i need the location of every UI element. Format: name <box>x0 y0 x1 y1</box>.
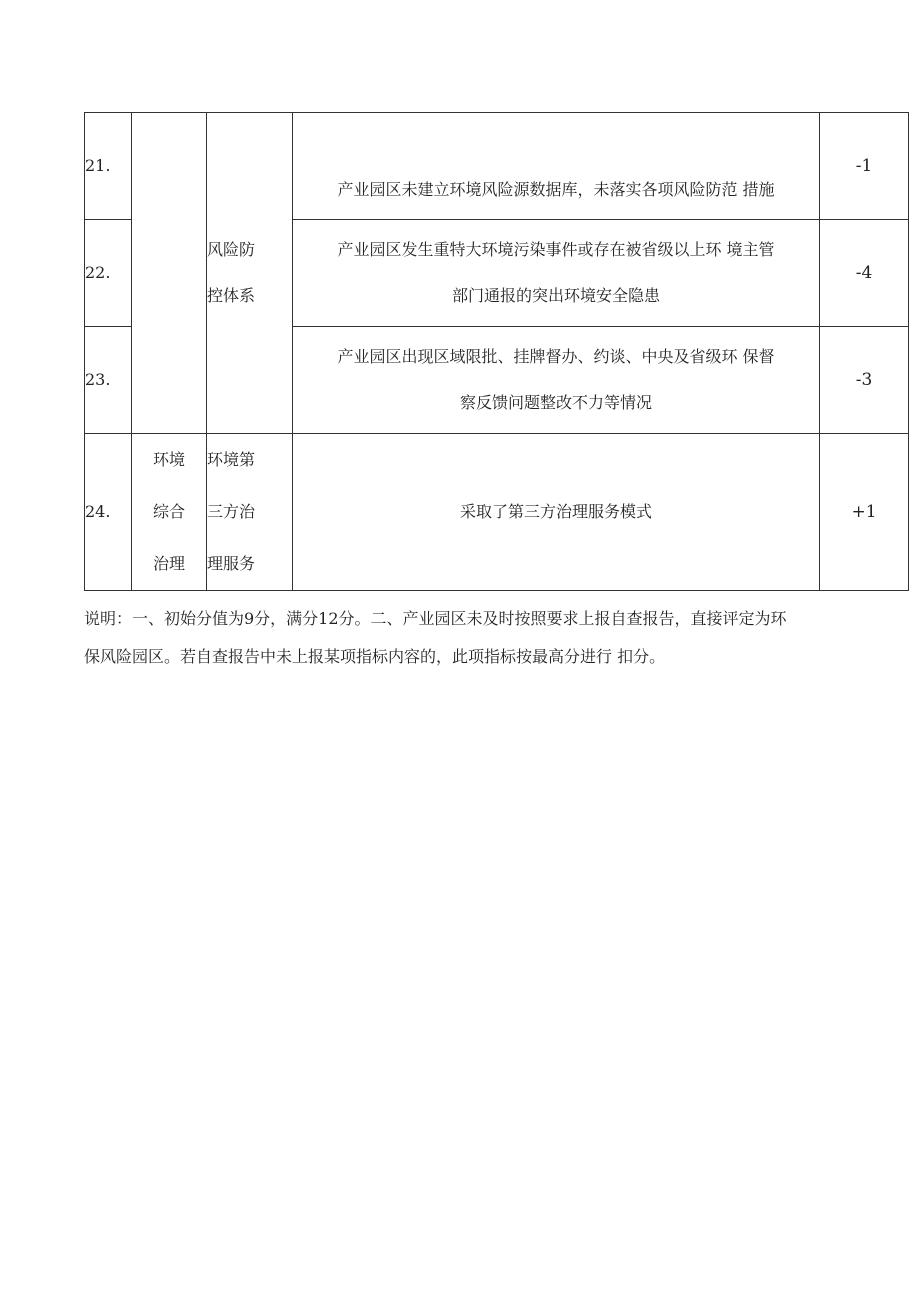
description-cell <box>293 434 820 591</box>
row-number: 23. <box>85 327 132 434</box>
description-cell <box>293 327 820 434</box>
description-line: 察反馈问题整改不力等情况 <box>459 393 652 412</box>
category-line: 综合 <box>152 502 185 521</box>
description-line: 采取了第三方治理服务模式 <box>459 502 652 521</box>
scoring-table <box>84 112 909 591</box>
table-row <box>85 113 909 220</box>
row-number: 21. <box>85 113 132 220</box>
score-cell: -1 <box>820 113 909 220</box>
score-cell: -3 <box>820 327 909 434</box>
subcategory-line: 环境第 <box>207 450 256 469</box>
subcategory-line: 控体系 <box>207 286 256 305</box>
description-line: 产业园区发生重特大环境污染事件或存在被省级以上环 境主管 <box>337 240 775 259</box>
subcategory-cell <box>207 434 293 591</box>
subcategory-line: 理服务 <box>207 554 256 573</box>
note-line: 说明：一、初始分值为9分，满分12分。二、产业园区未及时按照要求上报自查报告，直接评定为环 <box>84 609 787 628</box>
row-number: 22. <box>85 220 132 327</box>
note-line: 保风险园区。若自查报告中未上报某项指标内容的，此项指标按最高分进行 扣分。 <box>84 647 666 666</box>
subcategory-line: 风险防 <box>207 240 256 259</box>
score-cell: -4 <box>820 220 909 327</box>
subcategory-cell <box>207 113 293 434</box>
category-cell-empty <box>132 113 207 434</box>
category-cell <box>132 434 207 591</box>
description-cell <box>293 113 820 220</box>
explanation-note <box>84 600 904 676</box>
description-line: 部门通报的突出环境安全隐患 <box>451 286 660 305</box>
table-row <box>85 434 909 591</box>
score-cell: +1 <box>820 434 909 591</box>
description-line: 产业园区未建立环境风险源数据库，未落实各项风险防范 措施 <box>337 180 775 199</box>
description-line: 产业园区出现区域限批、挂牌督办、约谈、中央及省级环 保督 <box>337 347 775 366</box>
row-number: 24. <box>85 434 132 591</box>
subcategory-line: 三方治 <box>207 502 256 521</box>
category-line: 环境 <box>152 450 185 469</box>
description-cell <box>293 220 820 327</box>
category-line: 治理 <box>152 554 185 573</box>
